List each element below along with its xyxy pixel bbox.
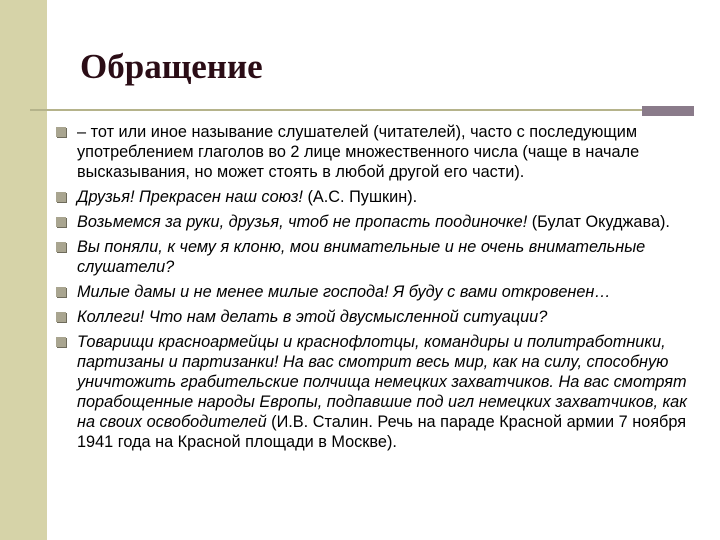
bullet-quote: Возьмемся за руки, друзья, чтоб не пропасть поодиночке! [77,213,528,231]
bullet-item [54,187,706,207]
bullet-text: тот или иное называние слушателей (читателей), часто с последующим употреблением глаголов во 2 лице множественного числа (чаще в начале высказывания, но может стоять в любой другой его части). [77,123,640,181]
bullet-square-icon [56,217,66,227]
bullet-item [54,212,706,232]
bullet-source: (А.С. Пушкин). [302,188,418,206]
title-divider-line [30,109,670,111]
decorative-side-bar [0,0,47,540]
bullet-item [54,237,706,277]
bullet-source: (И.В. Сталин. Речь на параде Красной армии 7 ноября 1941 года на Красной площади в Москве). [77,413,687,451]
bullet-square-icon [56,192,66,202]
bullet-square-icon [56,287,66,297]
bullet-item [54,307,706,327]
bullet-quote: Друзья! Прекрасен наш союз! [77,188,303,206]
bullet-dash: – [77,123,91,141]
bullet-square-icon [56,337,66,347]
bullet-quote: Коллеги! Что нам делать в этой двусмысленной ситуации? [77,308,548,326]
bullet-item [54,122,706,182]
bullet-item [54,332,706,452]
slide-title: Обращение [80,47,263,86]
bullet-item [54,282,706,302]
bullet-quote: Вы поняли, к чему я клоню, мои внимательные и не очень внимательные слушатели? [77,238,646,276]
bullet-source: (Булат Окуджава). [527,213,670,231]
bullet-quote: Товарищи красноармейцы и краснофлотцы, командиры и политработники, партизаны и партизанки! На вас смотрит весь мир, как на силу, способную уничтожить грабительские полчища немецких захватчиков. На вас смотрят порабощенные народы Европы, подпавшие под игл немецких захватчиков, как на своих освободителей [77,333,687,431]
bullet-list [54,122,706,457]
bullet-quote: Милые дамы и не менее милые господа! Я буду с вами откровенен… [77,283,611,301]
bullet-square-icon [56,127,66,137]
bullet-square-icon [56,242,66,252]
title-divider-accent [642,106,694,116]
bullet-square-icon [56,312,66,322]
